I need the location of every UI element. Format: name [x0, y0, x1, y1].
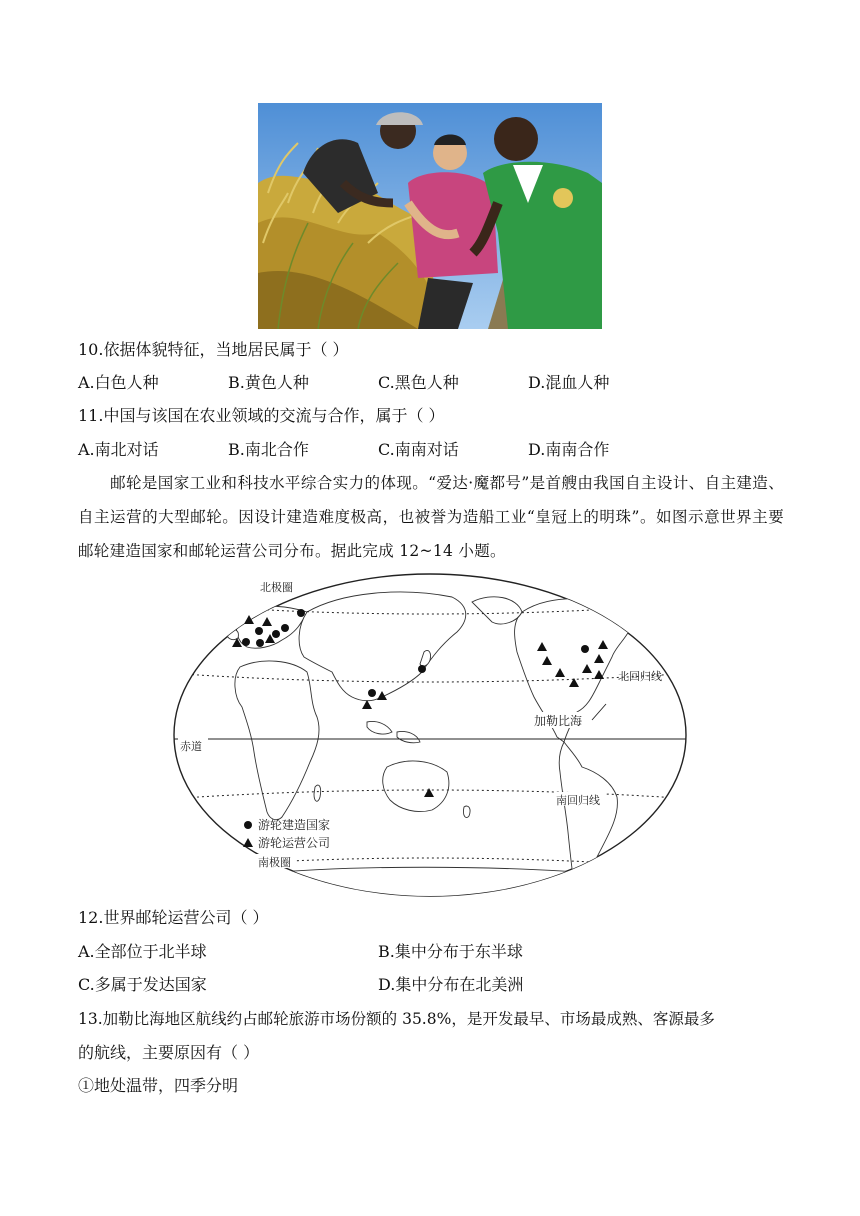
passage-text: 邮轮是国家工业和科技水平综合实力的体现。“爱达·魔都号”是首艘由我国自主设计、自主建造、自主运营的大型邮轮。因设计建造难度极高，也被誉为造船工业“皇冠上的明珠”。如图示意世界主要邮轮建造国家和邮轮运营公司分布。据此完成 12~14 小题。: [78, 474, 784, 560]
builder-marker: [281, 624, 289, 632]
builder-marker: [242, 638, 250, 646]
label-tropic-of-cancer: 北回归线: [618, 670, 662, 683]
builder-marker: [368, 689, 376, 697]
builder-marker: [418, 665, 426, 673]
legend-circle-icon: [244, 821, 252, 829]
q11-option-d[interactable]: D.南南合作: [528, 440, 610, 459]
legend-builder-label: 游轮建造国家: [258, 818, 331, 832]
question-13-stem-line2: 的航线，主要原因有（ ）: [78, 1043, 260, 1062]
world-cruise-map: [172, 572, 688, 898]
builder-marker: [255, 627, 263, 635]
q12-option-d[interactable]: D.集中分布在北美洲: [378, 975, 524, 994]
q12-option-b[interactable]: B.集中分布于东半球: [378, 942, 523, 961]
q11-option-c[interactable]: C.南南对话: [378, 440, 459, 459]
q12-option-c[interactable]: C.多属于发达国家: [78, 975, 207, 994]
question-13-stem-line1: 13.加勒比海地区航线约占邮轮旅游市场份额的 35.8%，是开发最早、市场最成熟、客源最多: [78, 1010, 715, 1028]
label-equator: 赤道: [180, 740, 202, 753]
label-antarctic-circle: 南极圈: [258, 856, 291, 869]
builder-marker: [297, 609, 305, 617]
reading-passage: [78, 466, 784, 568]
q13-item-1: ①地处温带，四季分明: [78, 1076, 239, 1095]
q10-option-d[interactable]: D.混血人种: [528, 373, 610, 392]
question-11-stem: 11.中国与该国在农业领域的交流与合作，属于（ ）: [78, 406, 445, 425]
label-caribbean-sea: 加勒比海: [534, 714, 583, 728]
label-arctic-circle: 北极圈: [260, 581, 293, 594]
q11-option-a[interactable]: A.南北对话: [78, 440, 159, 459]
q10-option-a[interactable]: A.白色人种: [78, 373, 159, 392]
q10-option-b[interactable]: B.黄色人种: [228, 373, 309, 392]
builder-marker: [272, 630, 280, 638]
builder-marker: [581, 645, 589, 653]
question-10-stem: 10.依据体貌特征，当地居民属于（ ）: [78, 340, 349, 359]
builder-marker: [256, 639, 264, 647]
q10-option-c[interactable]: C.黑色人种: [378, 373, 459, 392]
q12-option-a[interactable]: A.全部位于北半球: [78, 942, 207, 961]
question-12-stem: 12.世界邮轮运营公司（ ）: [78, 908, 269, 927]
q11-option-b[interactable]: B.南北合作: [228, 440, 309, 459]
rice-field-photo: [258, 103, 602, 329]
legend-operator-label: 游轮运营公司: [258, 836, 331, 850]
label-tropic-of-capricorn: 南回归线: [556, 794, 600, 807]
